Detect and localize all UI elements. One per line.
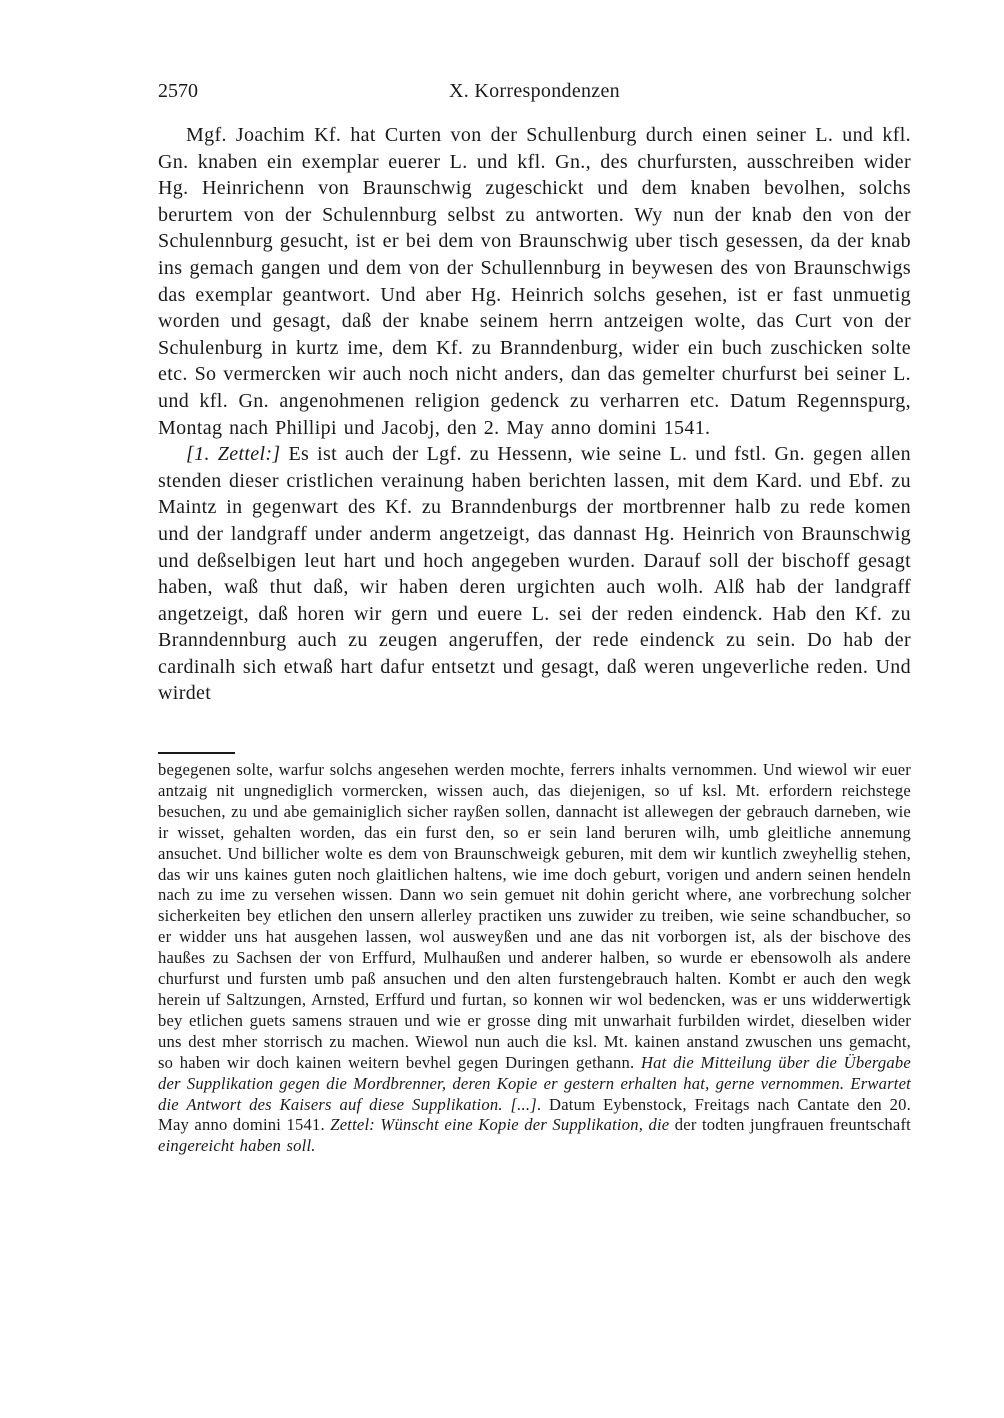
italic-text-run: eingereicht haben soll.	[158, 1136, 316, 1156]
text-run: . Datum Eybenstock, Freitags nach Cantate den 20. May anno domini 1541.	[158, 1094, 911, 1135]
footnote-separator-rule	[158, 752, 235, 754]
body-paragraph-2	[158, 441, 911, 707]
italic-text-run: [1. Zettel:]	[186, 443, 281, 466]
italic-text-run: Hat die Mitteilung über die Übergabe der Supplikation gegen die Mordbrenner, deren Kopie er gestern erhalten hat, gerne vernommen. Erwartet die Antwort des Kaisers auf diese Supplikation. [...]	[158, 1052, 911, 1114]
italic-text-run: Zettel: Wünscht eine Kopie der Supplikation, die	[330, 1115, 670, 1135]
page-header	[158, 80, 911, 102]
page-number: 2570	[158, 80, 198, 102]
text-run: begegenen solte, warfur solchs angesehen werden mochte, ferrers inhalts vernommen. Und wiewol wir euer antzaig nit ungnediglich vormercken, wissen auch, das diejenigen, so uf ksl. Mt. erfordern reichstege besuchen, zu und abe gemainiglich sicher rayßen sollen, dannacht ist allewegen der gebrauch darneben, wie ir wisset, gehalten worden, das ein furst den, so er sein land beruren wilh, umb gleitliche annemung ansuchet. Und billicher wolte es dem von Braunschweigk geburen, mit dem wir kuntlich zweyhellig stehen, das wir uns kaines guten noch glaitlichen haltens, wie ime doch geburt, vorigen und andern seinen hendeln nach zu ime zu versehen wissen. Dann wo sein gemuet nit dohin gericht where, ane vorbrechung solcher sicherkeiten bey etlichen den unsern allerley practiken uns zuwider zu treiben, wie seine schandbucher, so er widder uns hat ausgehen lassen, wol ausweyßen und ane das nit vorborgen ist, als der bischove des haußes zu Sachsen der von Erffurd, Mulhaußen und anderer halben, so wurde er ebensowolh als andere churfurst und fursten umb paß ansuchen und den alten furstengebrauch halten. Kombt er auch den wegk herein uf Saltzungen, Arnsted, Erffurd und furtan, so konnen wir wol bedencken, was er uns widderwertigk bey etlichen guets samens strauen und wie er grosse ding mit unwarhait furbilden wirdet, dieselben wider uns dest mher storrisch zu machen. Wiewol nun auch die ksl. Mt. kainen anstand zwuschen uns gemacht, so haben wir doch kainen weitern bevhel gegen Duringen gethann.	[158, 760, 911, 1072]
footnote-text	[158, 760, 911, 1157]
running-title: X. Korrespondenzen	[449, 80, 620, 102]
body-paragraph-1	[158, 122, 911, 441]
text-run: der todten jungfrauen freuntschaft	[669, 1115, 911, 1135]
main-text	[158, 122, 911, 707]
text-run: Mgf. Joachim Kf. hat Curten von der Schullenburg durch einen seiner L. und kfl. Gn. knaben ein exemplar euerer L. und kfl. Gn., des churfursten, ausschreiben wider Hg. Heinrichenn von Braunschwig zugeschickt und dem knaben bevolhen, solchs berurtem von der Schulennburg selbst zu antworten. Wy nun der knab den von der Schulennburg gesucht, ist er bei dem von Braunschwig uber tisch gesessen, da der knab ins gemach gangen und dem von der Schullennburg in beywesen des von Braunschwigs das exemplar geantwort. Und aber Hg. Heinrich solchs gesehen, ist er fast unmuetig worden und gesagt, daß der knabe seinem herrn antzeigen wolte, das Curt von der Schulenburg in kurtz ime, dem Kf. zu Branndenburg, wider ein buch zuschicken solte etc. So vermercken wir auch noch nicht anders, dan das gemelter churfurst bei seiner L. und kfl. Gn. angenohmenen religion gedenck zu verharren etc. Datum Regennspurg, Montag nach Phillipi und Jacobj, den 2. May anno domini 1541.	[158, 124, 911, 439]
text-run: Es ist auch der Lgf. zu Hessenn, wie seine L. und fstl. Gn. gegen allen stenden dieser cristlichen verainung haben berichten lassen, mit dem Kard. und Ebf. zu Maintz in gegenwart des Kf. zu Branndenburgs der mortbrenner halb zu rede komen und der landgraff under anderm angetzeigt, das dannast Hg. Heinrich von Braunschwig und deßselbigen leut hart und hoch angegeben wurden. Darauf soll der bischoff gesagt haben, waß thut daß, wir haben deren urgichten auch wolh. Alß hab der landgraff angetzeigt, daß horen wir gern und euere L. sei der reden eindenck. Hab den Kf. zu Branndennburg auch zu zeugen angeruffen, der rede eindenck zu sein. Do hab der cardinalh sich etwaß hart dafur entsetzt und gesagt, daß weren ungeverliche reden. Und wirdet	[158, 443, 911, 705]
